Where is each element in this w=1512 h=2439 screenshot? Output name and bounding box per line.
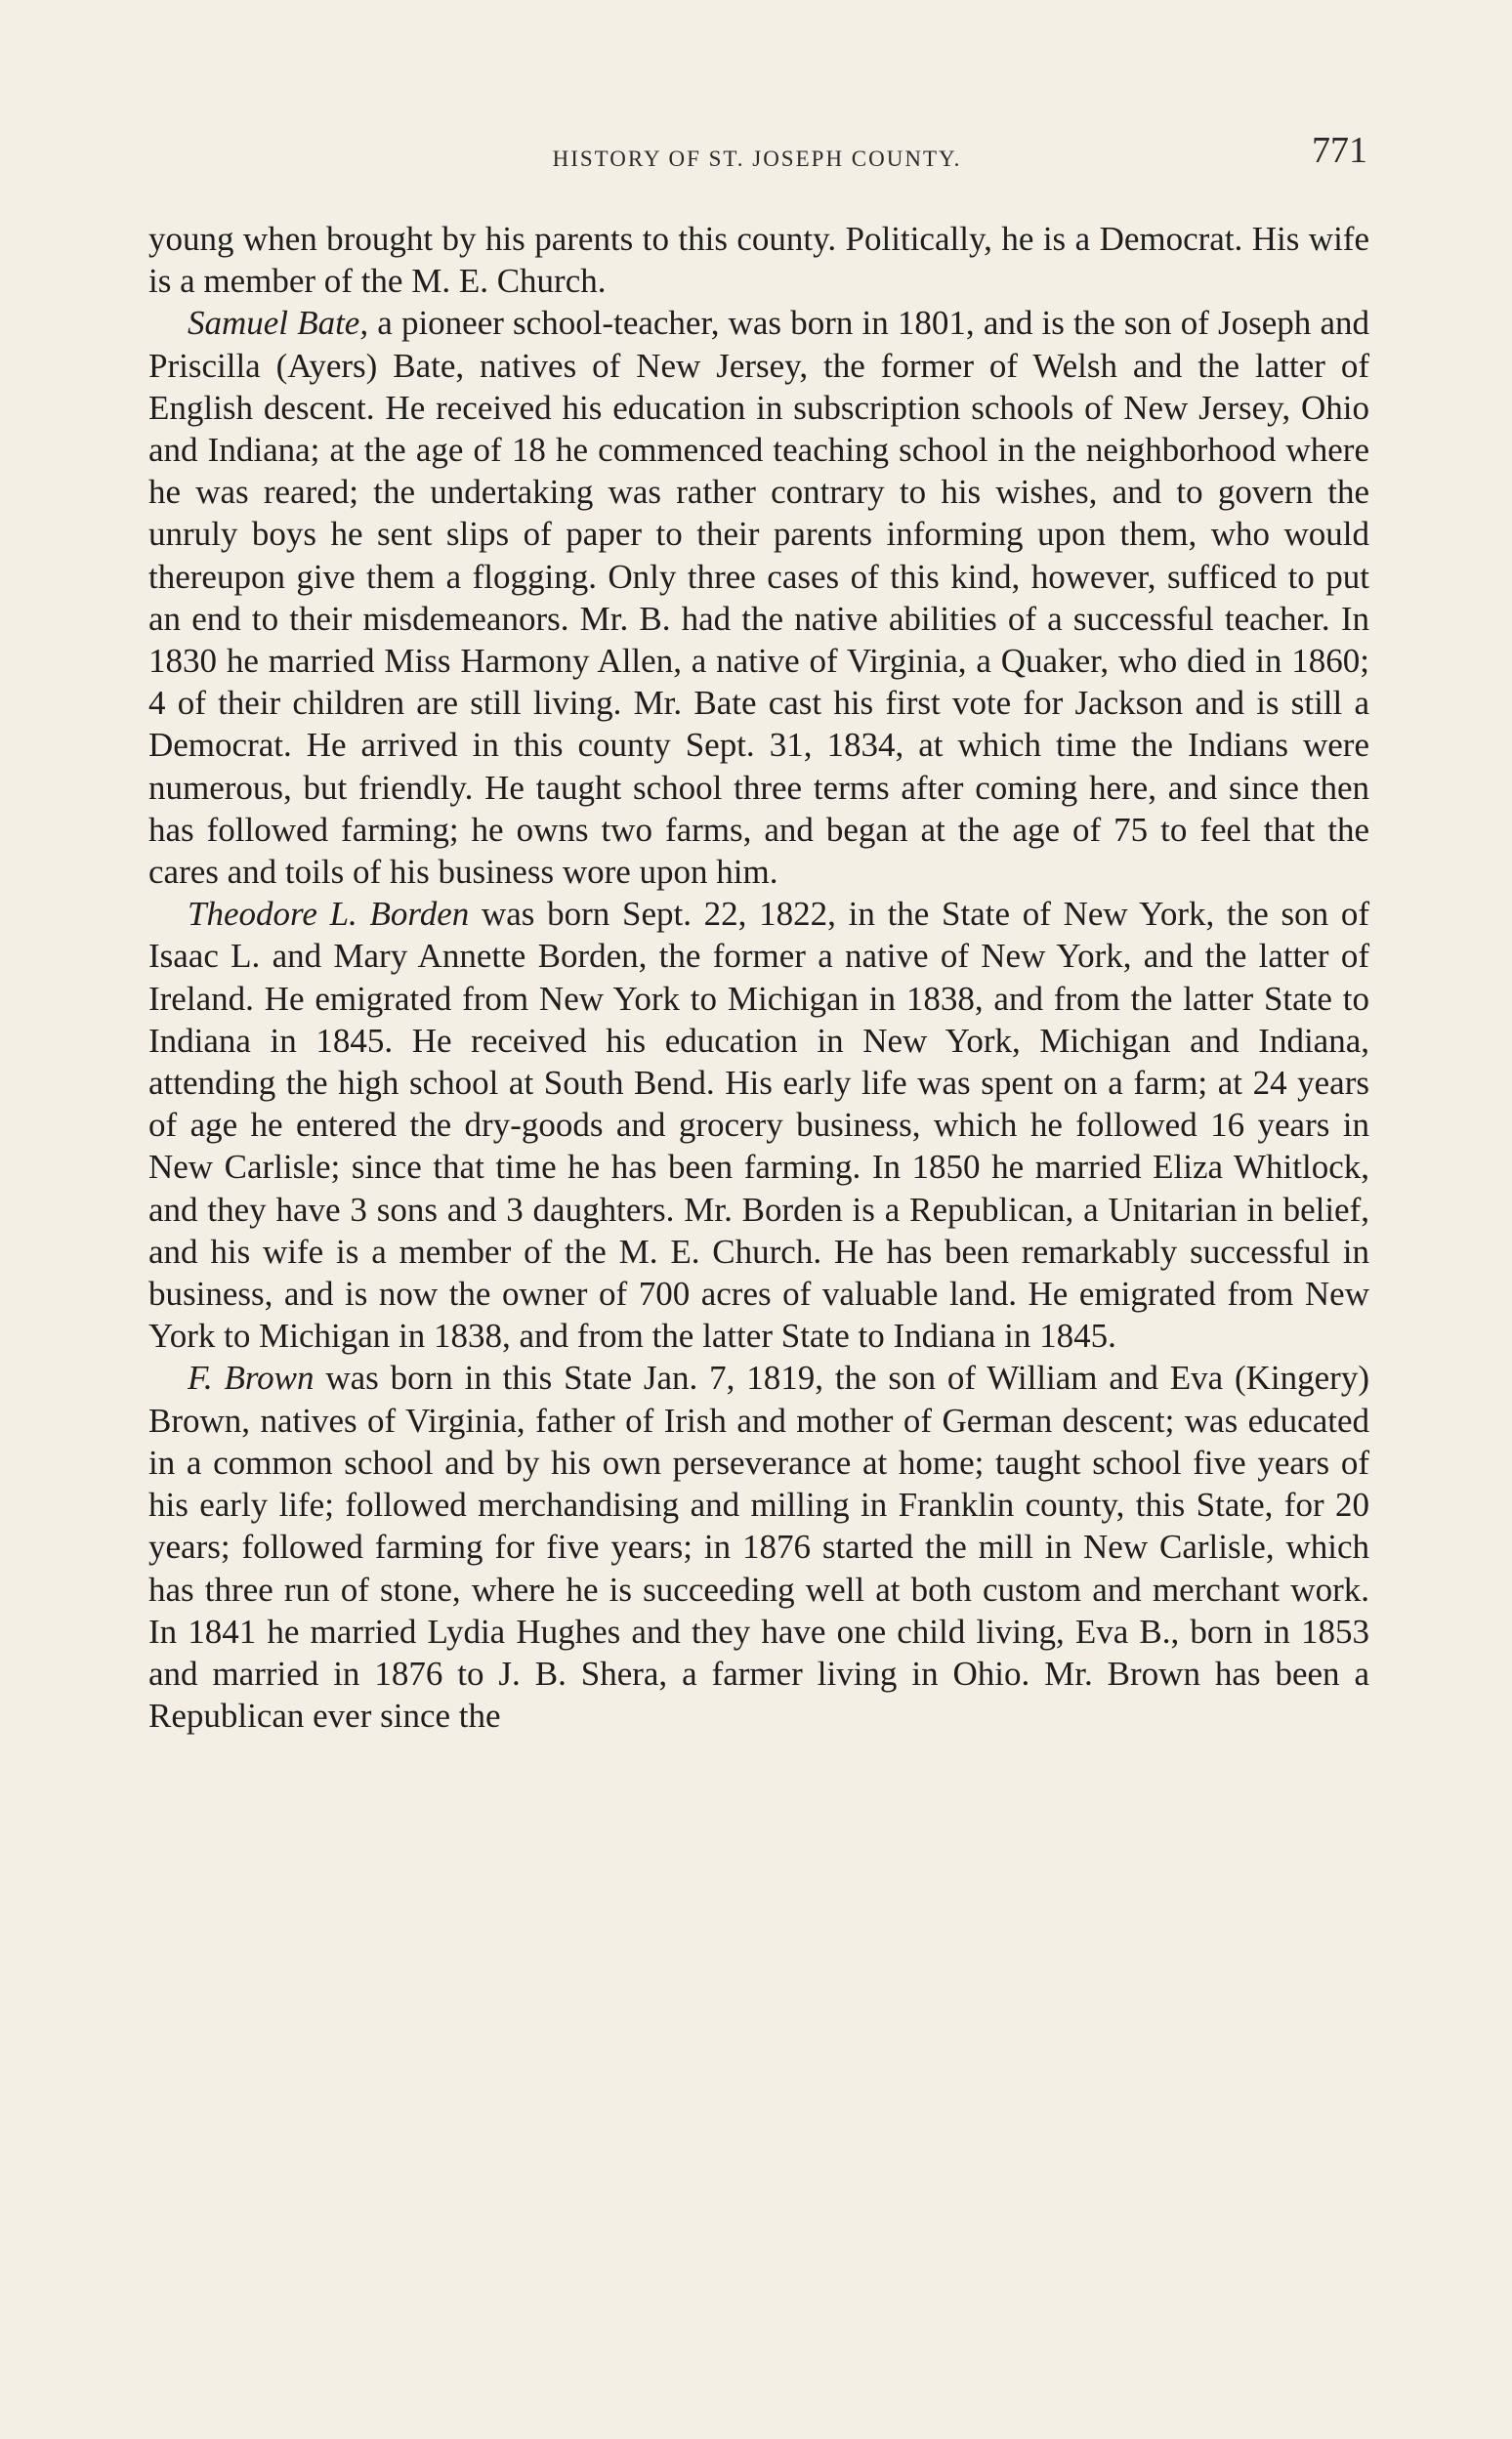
biography-name: Samuel Bate,	[188, 304, 369, 343]
paragraph-text: a pioneer school-teacher, was born in 1801, and is the son of Joseph and Priscilla (Ayers) Bate, natives of New Jersey, the former of Welsh and the latter of English descent. He received his education in subscription schools of New Jersey, Ohio and Indiana; at the age of 18 he commenced teaching school in the neighborhood where he was reared; the undertaking was rather contrary to his wishes, and to govern the unruly boys he sent slips of paper to their parents informing upon them, who would thereupon give them a flogging. Only three cases of this kind, however, sufficed to put an end to their misdemeanors. Mr. B. had the native abilities of a successful teacher. In 1830 he married Miss Harmony Allen, a native of Virginia, a Quaker, who died in 1860; 4 of their children are still living. Mr. Bate cast his first vote for Jackson and is still a Democrat. He arrived in this county Sept. 31, 1834, at which time the Indians were numerous, but friendly. He taught school three terms after coming here, and since then has followed farming; he owns two farms, and began at the age of 75 to feel that the cares and toils of his business wore upon him.	[148, 304, 1369, 892]
paragraph-continuation	[148, 218, 1369, 302]
paragraph-samuel-bate	[148, 302, 1369, 893]
paragraph-text: young when brought by his parents to this county. Politically, he is a Democrat. His wife is a member of the M. E. Church.	[148, 220, 1369, 301]
paragraph-f-brown	[148, 1357, 1369, 1737]
body-text	[148, 218, 1369, 1737]
biography-name: F. Brown	[188, 1359, 315, 1398]
page-header	[147, 129, 1367, 188]
running-title: HISTORY OF ST. JOSEPH COUNTY.	[552, 147, 962, 171]
paragraph-theodore-borden	[148, 893, 1369, 1357]
page-number: 771	[1312, 130, 1367, 171]
biography-name: Theodore L. Borden	[188, 895, 470, 934]
paragraph-text: was born Sept. 22, 1822, in the State of New York, the son of Isaac L. and Mary Annette Borden, the former a native of New York, and the latter of Ireland. He emigrated from New York to Michigan in 1838, and from the latter State to Indiana in 1845. He received his education in New York, Michigan and Indiana, attending the high school at South Bend. His early life was spent on a farm; at 24 years of age he entered the dry-goods and grocery business, which he followed 16 years in New Carlisle; since that time he has been farming. In 1850 he married Eliza Whitlock, and they have 3 sons and 3 daughters. Mr. Borden is a Republican, a Unitarian in belief, and his wife is a member of the M. E. Church. He has been remarkably successful in business, and is now the owner of 700 acres of valuable land. He emigrated from New York to Michigan in 1838, and from the latter State to Indiana in 1845.	[148, 895, 1369, 1356]
paragraph-text: was born in this State Jan. 7, 1819, the son of William and Eva (Kingery) Brown, natives of Virginia, father of Irish and mother of German descent; was educated in a common school and by his own perseverance at home; taught school five years of his early life; followed merchandising and milling in Franklin county, this State, for 20 years; followed farming for five years; in 1876 started the mill in New Carlisle, which has three run of stone, where he is succeeding well at both custom and merchant work. In 1841 he married Lydia Hughes and they have one child living, Eva B., born in 1853 and married in 1876 to J. B. Shera, a farmer living in Ohio. Mr. Brown has been a Republican ever since the	[148, 1359, 1369, 1736]
